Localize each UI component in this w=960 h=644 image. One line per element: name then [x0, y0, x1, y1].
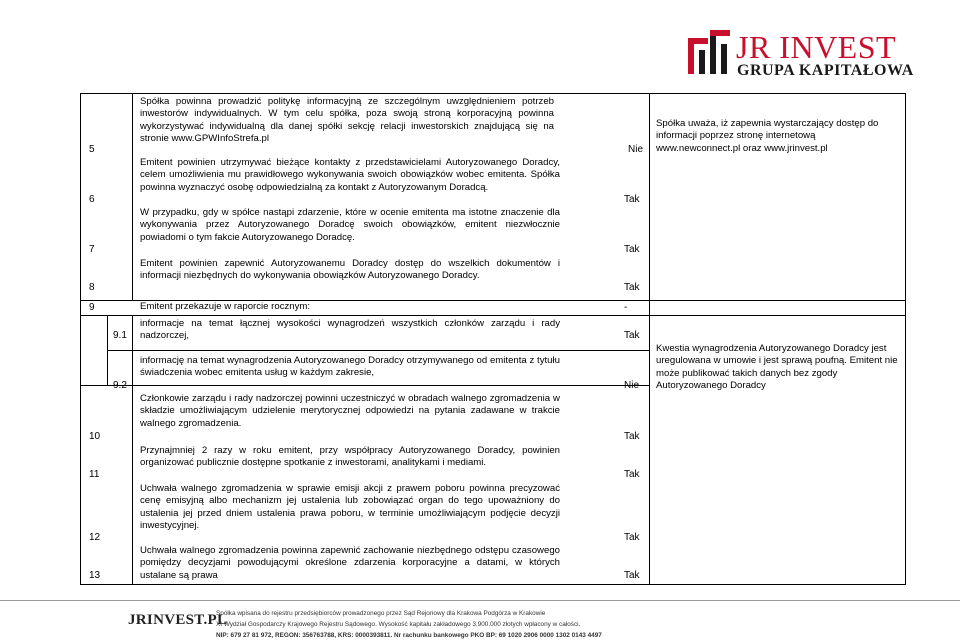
row-text: Emitent powinien zapewnić Autoryzowanemu Doradcy dostęp do wszelkich dokumentów i informacji niezbędnych do wykonywania obowiązków Autoryzowanego Doradcy.: [140, 258, 560, 282]
row-text: Uchwała walnego zgromadzenia powinna zapewnić zachowanie niezbędnego odstępu czasowego pomiędzy decyzjami powodującymi określone zdarzenia korporacyjne a datami, w których ustalane są prawa: [140, 545, 560, 581]
footer-line: XI Wydział Gospodarczy Krajowego Rejestru Sądowego. Wysokość kapitału zakładowego 3.900.000 złotych wpłacony w całości.: [216, 621, 581, 628]
logo-mark-icon: [688, 30, 732, 76]
row-number: 7: [89, 244, 95, 255]
row-number: 12: [89, 532, 101, 543]
row-answer: -: [624, 302, 628, 313]
row-text: Emitent powinien utrzymywać bieżące kontakty z przedstawicielami Autoryzowanego Doradcy, celem umożliwienia mu prawidłowego wykonywania swoich obowiązków wobec emitenta. Spółka powinna wyznaczyć osobę odpowiedzialną za kontakt z Autoryzowanym Doradcą.: [140, 157, 560, 193]
row-answer: Nie: [624, 380, 640, 391]
footer-divider: [0, 600, 960, 601]
row-text: Uchwała walnego zgromadzenia w sprawie emisji akcji z prawem poboru powinna precyzować cenę emisyjną albo mechanizm jej ustalenia lub zobowiązać organ do tego upoważniony do ustalenia jej przed dniem ustalenia prawa poboru, w terminie umożliwiającym podjęcie decyzji inwestycyjnej.: [140, 483, 560, 532]
row-number: 11: [89, 469, 100, 480]
footer-legal-text: [216, 608, 936, 641]
row-text: Emitent przekazuje w raporcie rocznym:: [140, 301, 311, 312]
footer-line: Spółka wpisana do rejestru przedsiębiorców prowadzonego przez Sąd Rejonowy dla Krakowa Podgórza w Krakowie: [216, 610, 546, 617]
row-answer: Tak: [624, 194, 640, 205]
row-text: informacje na temat łącznej wysokości wynagrodzeń wszystkich członków zarządu i rady nadzorczej,: [140, 318, 560, 342]
row-answer: Nie: [628, 144, 644, 155]
row-answer: Tak: [624, 532, 640, 543]
row-number: 10: [89, 431, 101, 442]
row-number: 9.2: [113, 380, 127, 391]
row-answer: Tak: [624, 330, 640, 341]
logo-subtitle: GRUPA KAPITAŁOWA: [737, 62, 914, 79]
row-text: Członkowie zarządu i rady nadzorczej powinni uczestniczyć w obradach walnego zgromadzenia w składzie umożliwiającym udzielenie merytorycznej odpowiedzi na pytania zadawane w trakcie walnego zgromadzenia.: [140, 393, 560, 429]
row-number: 5: [89, 144, 95, 155]
row-text: Spółka powinna prowadzić politykę informacyjną ze szczególnym uwzględnieniem potrzeb inwestorów indywidualnych. W tym celu spółka, poza swoją stroną korporacyjną powinna wykorzystywać indywidualną dla danej spółki sekcję relacji inwestorskich znajdującą się na stronie www.GPWInfoStrefa.pl: [140, 96, 554, 145]
row-number: 9.1: [113, 330, 127, 341]
row-text: informację na temat wynagrodzenia Autoryzowanego Doradcy otrzymywanego od emitenta z tytułu świadczenia wobec emitenta usług w każdym zakresie,: [140, 355, 560, 379]
logo-title: JR INVEST: [736, 29, 897, 65]
row-answer: Tak: [624, 431, 640, 442]
row-text: Przynajmniej 2 razy w roku emitent, przy współpracy Autoryzowanego Doradcy, powinien organizować publicznie dostępne spotkanie z inwestorami, analitykami i mediami.: [140, 445, 560, 469]
row-answer: Tak: [624, 244, 640, 255]
footer-logo: JRINVEST.PL: [128, 612, 228, 628]
row-number: 9: [89, 302, 95, 313]
row-answer: Tak: [624, 469, 640, 480]
compliance-table: [80, 93, 906, 585]
row-text: W przypadku, gdy w spółce nastąpi zdarzenie, które w ocenie emitenta ma istotne znaczenie dla wykonywania przez Autoryzowanego Doradcę swoich obowiązków, emitent niezwłocznie powiadomi o tym fakcie Autoryzowanego Doradcę.: [140, 207, 560, 243]
row-number: 6: [89, 194, 95, 205]
row-comment: Spółka uważa, iż zapewnia wystarczający dostęp do informacji poprzez stronę internetową www.newconnect.pl oraz www.jrinvest.pl: [656, 118, 879, 154]
company-logo: [688, 30, 928, 78]
footer-line: NIP: 679 27 81 972, REGON: 356763788, KRS: 0000393811. Nr rachunku bankowego PKO BP: 69 1020 2906 0000 1302 0143 4497: [216, 632, 602, 639]
row-answer: Tak: [624, 570, 640, 581]
row-comment: Kwestia wynagrodzenia Autoryzowanego Doradcy jest uregulowana w umowie i jest sprawą poufną. Emitent nie może publikować takich danych bez zgody Autoryzowanego Doradcy: [656, 343, 898, 392]
row-answer: Tak: [624, 282, 640, 293]
row-number: 13: [89, 570, 101, 581]
row-number: 8: [89, 282, 95, 293]
